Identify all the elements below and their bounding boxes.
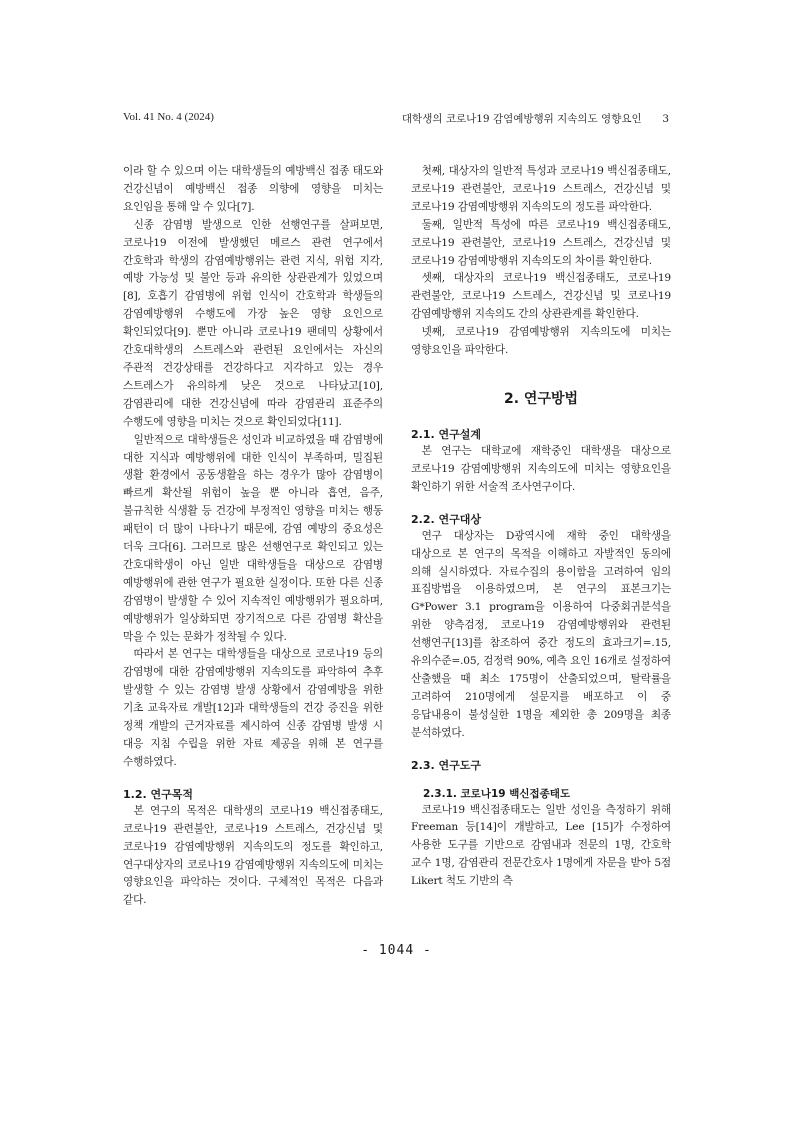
left-column (123, 163, 383, 910)
section-heading-2-3: 2.3. 연구도구 (411, 758, 481, 772)
section-heading-1-2: 1.2. 연구목적 (123, 787, 193, 801)
page-footer: - 1044 - (361, 943, 432, 958)
journal-volume: Vol. 41 No. 4 (2024) (123, 111, 214, 123)
spacer (411, 497, 671, 511)
section-heading-2-2: 2.2. 연구대상 (411, 512, 481, 526)
paragraph: 일반적으로 대학생들은 성인과 비교하였을 때 감염병에 대한 지식과 예방행위에 대한 인식이 부족하며, 밀집된 생활 환경에서 공동생활을 하는 경우가 많아 감염병이 빠르게 확산될 위험이 높을 뿐 아니라 흡연, 음주, 불규칙한 식생활 등 건강에 부정적인 영향을 미치는 행동 패턴이 더 많이 나타나기 때문에, 감염 예방의 중요성은 더욱 크다[6]. 그러므로 많은 선행연구로 확인되고 있는 간호대학생이 아닌 일반 대학생들을 대상으로 감염병 예방행위에 관한 연구가 필요한 실정이다. 또한 다른 신종 감염병이 발생할 수 있어 지속적인 예방행위가 필요하며, 예방행위가 일상화되면 장기적으로 다른 감염병 확산을 막을 수 있는 문화가 정착될 수 있다. (123, 433, 383, 643)
right-column (411, 163, 671, 891)
section-heading-2: 2. 연구방법 (503, 390, 579, 407)
paragraph: 신종 감염병 발생으로 인한 선행연구를 살펴보면, 코로나19 이전에 발생했던 메르스 관련 연구에서 간호학과 학생의 감염예방행위는 관련 지식, 위험 지각, 예방 가능성 및 불안 등과 유의한 상관관계가 있었으며[8], 호흡기 감염병에 위험 인식이 간호학과 학생들의 감염예방행위 수행도에 가장 높은 영향 요인으로 확인되었다[9]. 뿐만 아니라 코로나19 팬데믹 상황에서 간호대학생의 스트레스와 관련된 요인에서는 자신의 주관적 건강상태를 건강하다고 지각하고 있는 경우 스트레스가 유의하게 낮은 것으로 나타났고[10], 감염관리에 대한 건강신념에 따라 감염관리 표준주의 수행도에 영향을 미치는 것으로 확인되었다[11]. (123, 218, 383, 428)
objective-item: 둘째, 일반적 특성에 따른 코로나19 백신접종태도, 코로나19 관련불안, 코로나19 스트레스, 건강신념 및 코로나19 감염예방행위 지속의도의 차이를 확인한다. (411, 218, 671, 267)
objective-item: 넷째, 코로나19 감염예방행위 지속의도에 미치는 영향요인을 파악한다. (411, 326, 671, 357)
spacer (123, 772, 383, 786)
spacer (411, 743, 671, 757)
paragraph: 이라 할 수 있으며 이는 대학생들의 예방백신 접종 태도와 건강신념이 예방백신 접종 의향에 영향을 미치는 요인임을 통해 알 수 있다[7]. (123, 165, 383, 213)
header-page-number: 3 (662, 113, 669, 125)
paragraph: 본 연구의 목적은 대학생의 코로나19 백신접종태도, 코로나19 관련불안, 코로나19 스트레스, 건강신념 및 코로나19 감염예방행위 지속의도의 정도를 확인하고, 연구대상자의 코로나19 감염예방행위 지속의도에 미치는 영향요인을 파악하는 것이다. 구체적인 목적은 다음과 같다. (123, 804, 383, 907)
running-title: 대학생의 코로나19 감염예방행위 지속의도 영향요인 (401, 113, 642, 125)
running-header (402, 111, 669, 126)
objective-item: 셋째, 대상자의 코로나19 백신접종태도, 코로나19 관련불안, 코로나19 스트레스, 건강신념 및 코로나19 감염예방행위 지속의도 간의 상관관계를 확인한다. (411, 272, 671, 321)
paragraph: 본 연구는 대학교에 재학중인 대학생을 대상으로 코로나19 감염예방행위 지속의도에 미치는 영향요인을 확인하기 위한 서술적 조사연구이다. (411, 444, 671, 493)
section-heading-2-3-1: 2.3.1. 코로나19 백신접종태도 (423, 787, 571, 800)
spacer (411, 774, 671, 786)
section-heading-2-1: 2.1. 연구설계 (411, 427, 481, 441)
paragraph: 연구 대상자는 D광역시에 재학 중인 대학생을 대상으로 본 연구의 목적을 이해하고 자발적인 동의에 의해 실시하였다. 자료수집의 용이함을 고려하여 임의 표집방법을 이용하였으며, 본 연구의 표본크기는 G*Power 3.1 program을 이용하여 다중회귀분석을 위한 양측검정, 코로나19 감염예방행위와 관련된 선행연구[13]를 참조하여 중간 정도의 효과크기=.15, 유의수준=.05, 검정력 90%, 예측 요인 16개로 설정하여 산출했을 때 최소 175명이 산출되었으며, 탈락률을 고려하여 210명에게 설문지를 배포하고 이 중 응답내용이 불성실한 1명을 제외한 총 209명을 최종 분석하였다. (411, 529, 671, 739)
objective-item: 첫째, 대상자의 일반적 특성과 코로나19 백신접종태도, 코로나19 관련불안, 코로나19 스트레스, 건강신념 및 코로나19 감염예방행위 지속의도의 정도를 파악한다. (411, 165, 671, 213)
paragraph: 따라서 본 연구는 대학생들을 대상으로 코로나19 등의 감염병에 대한 감염예방행위 지속의도를 파악하여 추후 발생할 수 있는 감염병 발생 상황에서 감염예방을 위한 기초 교육자료 개발[12]과 대학생들의 건강 증진을 위한 정책 개발의 근거자료를 제시하여 신종 감염병 발생 시 대응 지침 수립을 위한 자료 제공을 위해 본 연구를 수행하였다. (123, 648, 383, 768)
paragraph: 코로나19 백신접종태도는 일반 성인을 측정하기 위해 Freeman 등[14]이 개발하고, Lee [15]가 수정하여 사용한 도구를 기반으로 감염내과 전문의 1명, 간호학 교수 1명, 감염관리 전문간호사 1명에게 자문을 받아 5점 Likert 척도 기반의 측 (411, 803, 671, 888)
